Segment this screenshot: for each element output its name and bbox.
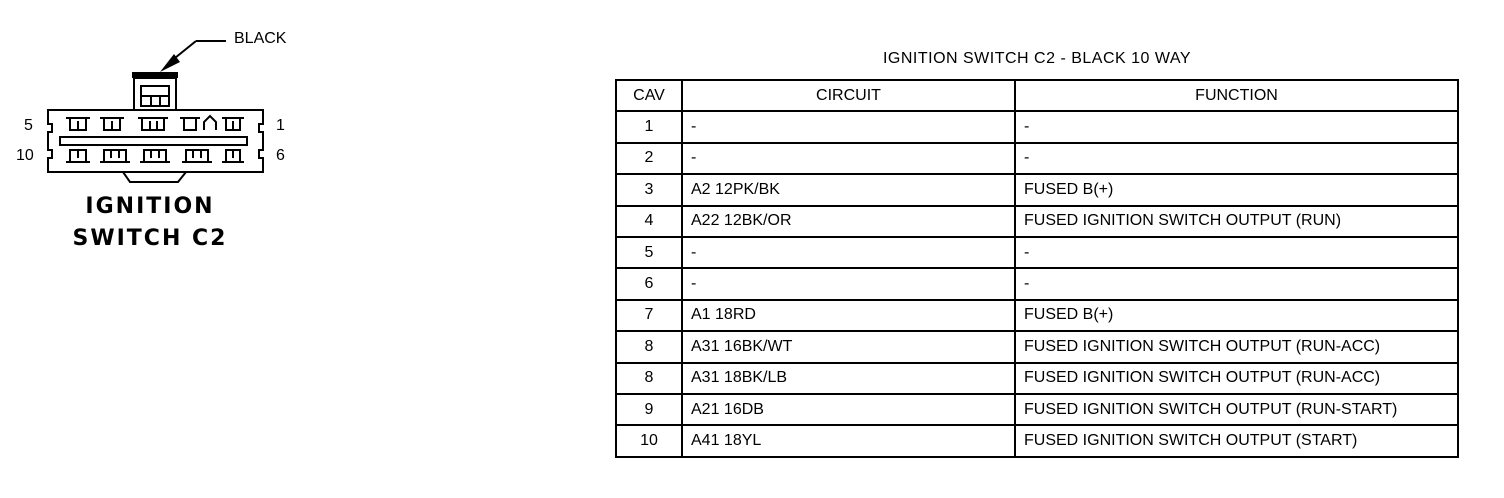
row-divider <box>60 137 247 145</box>
cell-function: FUSED IGNITION SWITCH OUTPUT (RUN) <box>1015 206 1458 237</box>
table-row <box>616 268 1458 299</box>
cell-cav: 7 <box>616 300 682 331</box>
table-row <box>616 425 1458 456</box>
connector-caption-line2: SWITCH C2 <box>72 226 228 251</box>
cell-function: - <box>1015 237 1458 268</box>
pinout-table <box>615 79 1459 458</box>
cell-cav: 8 <box>616 363 682 394</box>
table-row <box>616 331 1458 362</box>
cell-cav: 6 <box>616 268 682 299</box>
header-function: FUNCTION <box>1015 80 1458 111</box>
cell-circuit: - <box>682 268 1015 299</box>
cell-function: - <box>1015 111 1458 142</box>
table-row <box>616 143 1458 174</box>
cell-cav: 5 <box>616 237 682 268</box>
cell-function: FUSED IGNITION SWITCH OUTPUT (RUN-ACC) <box>1015 331 1458 362</box>
cell-circuit: A31 16BK/WT <box>682 331 1015 362</box>
cell-function: FUSED IGNITION SWITCH OUTPUT (START) <box>1015 425 1458 456</box>
cell-function: FUSED B(+) <box>1015 174 1458 205</box>
color-callout-label: BLACK <box>234 30 287 47</box>
table-row <box>616 237 1458 268</box>
cell-cav: 10 <box>616 425 682 456</box>
table-header-row <box>616 80 1458 111</box>
locking-tab-top <box>132 72 178 78</box>
table-row <box>616 363 1458 394</box>
cell-function: FUSED IGNITION SWITCH OUTPUT (RUN-ACC) <box>1015 363 1458 394</box>
connector-caption-line1: IGNITION <box>85 194 215 219</box>
cell-circuit: - <box>682 143 1015 174</box>
table-row <box>616 300 1458 331</box>
pin-label-bottom-right: 6 <box>276 147 285 164</box>
cell-cav: 4 <box>616 206 682 237</box>
cell-circuit: A2 12PK/BK <box>682 174 1015 205</box>
connector-key <box>123 172 186 182</box>
table-row <box>616 206 1458 237</box>
table-row <box>616 174 1458 205</box>
bottom-row-cavities <box>66 150 244 162</box>
top-row-cavities <box>66 116 244 130</box>
header-cav: CAV <box>616 80 682 111</box>
cell-circuit: A31 18BK/LB <box>682 363 1015 394</box>
cell-circuit: A21 16DB <box>682 394 1015 425</box>
cell-cav: 3 <box>616 174 682 205</box>
pin-label-top-right: 1 <box>276 117 285 134</box>
cell-circuit: A1 18RD <box>682 300 1015 331</box>
cell-circuit: - <box>682 237 1015 268</box>
cell-function: - <box>1015 143 1458 174</box>
table-title: IGNITION SWITCH C2 - BLACK 10 WAY <box>882 50 1192 67</box>
cell-function: - <box>1015 268 1458 299</box>
cell-circuit: - <box>682 111 1015 142</box>
cell-cav: 8 <box>616 331 682 362</box>
pin-label-top-left: 5 <box>24 117 33 134</box>
locking-tab <box>134 78 176 110</box>
cell-function: FUSED B(+) <box>1015 300 1458 331</box>
cell-circuit: A41 18YL <box>682 425 1015 456</box>
connector-face-diagram <box>0 0 300 190</box>
cell-circuit: A22 12BK/OR <box>682 206 1015 237</box>
cell-cav: 2 <box>616 143 682 174</box>
cell-cav: 9 <box>616 394 682 425</box>
pin-label-bottom-left: 10 <box>16 147 34 164</box>
table-row <box>616 111 1458 142</box>
cell-cav: 1 <box>616 111 682 142</box>
table-row <box>616 394 1458 425</box>
cell-function: FUSED IGNITION SWITCH OUTPUT (RUN-START) <box>1015 394 1458 425</box>
header-circuit: CIRCUIT <box>682 80 1015 111</box>
